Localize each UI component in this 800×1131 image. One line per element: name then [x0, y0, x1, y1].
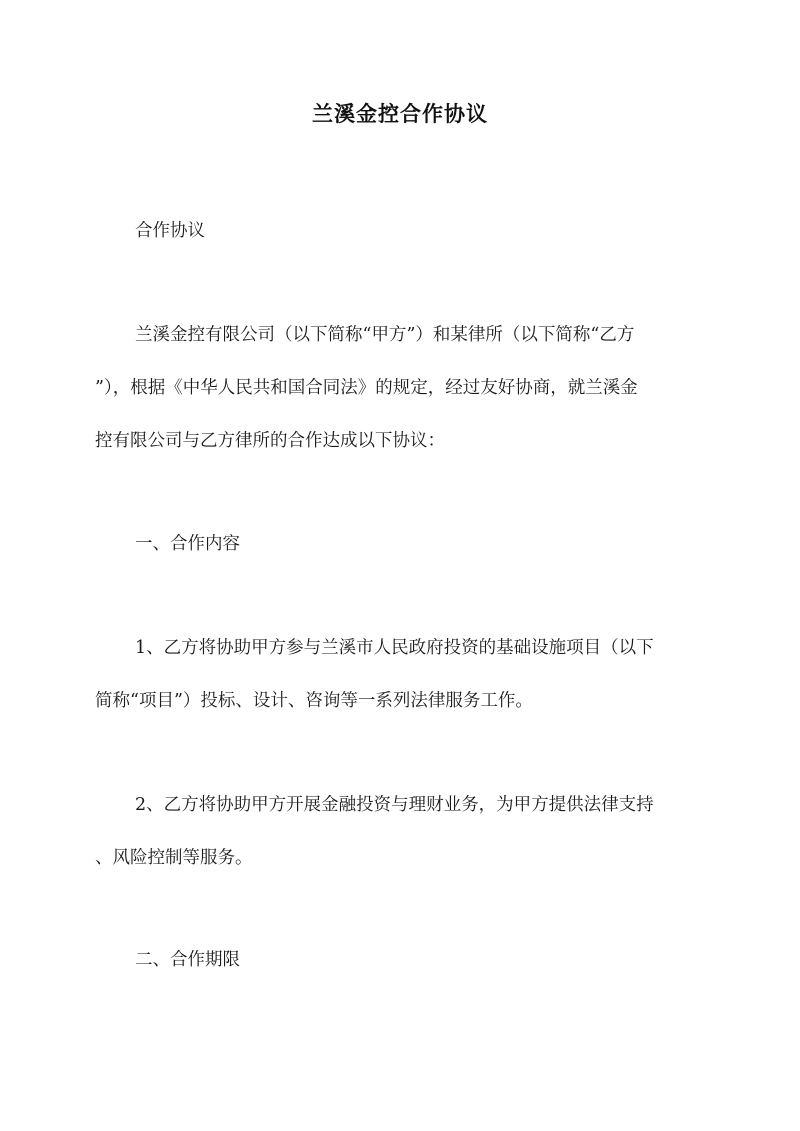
intro-line-1: 兰溪金控有限公司（以下简称“甲方”）和某律所（以下简称“乙方: [135, 325, 635, 345]
intro-line-3: 控有限公司与乙方律所的合作达成以下协议：: [95, 431, 445, 451]
section-heading-content: 一、合作内容: [135, 534, 240, 554]
section-heading-term: 二、合作期限: [135, 950, 240, 970]
intro-line-2: ”），根据《中华人民共和国合同法》的规定，经过友好协商，就兰溪金: [95, 378, 638, 398]
item-1-line-1: 1、乙方将协助甲方参与兰溪市人民政府投资的基础设施项目（以下: [135, 638, 654, 658]
document-title: 兰溪金控合作协议: [312, 101, 488, 126]
document-subtitle: 合作协议: [135, 221, 205, 241]
item-2-line-1: 2、乙方将协助甲方开展金融投资与理财业务，为甲方提供法律支持: [135, 795, 654, 815]
item-2-line-2: 、风险控制等服务。: [95, 848, 253, 868]
item-1-line-2: 简称“项目”）投标、设计、咨询等一系列法律服务工作。: [95, 691, 533, 711]
